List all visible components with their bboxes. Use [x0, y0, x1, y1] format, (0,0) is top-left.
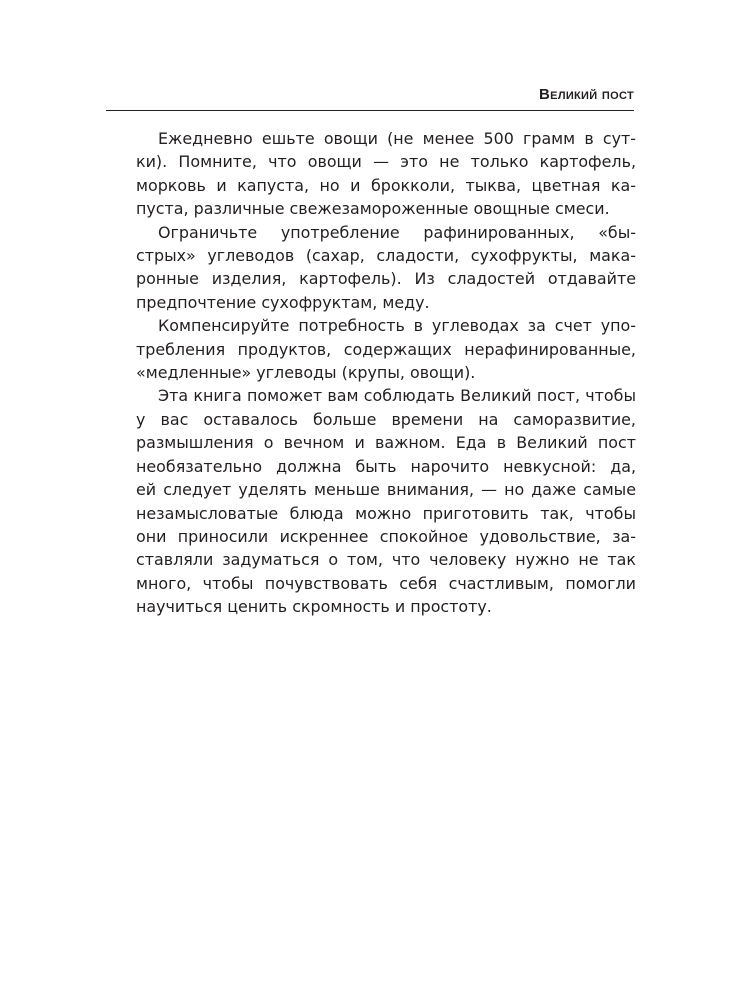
text-line: научиться ценить скромность и простоту. — [136, 597, 492, 617]
text-line: Ограничьте употребление рафинированных, «бы- — [158, 222, 636, 242]
text-line: Эта книга поможет вам соблюдать Великий пост, чтобы — [158, 386, 636, 406]
header-rule — [106, 110, 634, 111]
text-line: «медленные» углеводы (крупы, овощи). — [136, 363, 476, 383]
text-line: много, чтобы почувствовать себя счастливым, помогли — [136, 573, 636, 593]
text-line: необязательно должна быть нарочито невкусной: да, — [136, 456, 636, 476]
text-line: пуста, различные свежезамороженные овощные смеси. — [136, 199, 610, 219]
text-line: ставляли задуматься о том, что человеку нужно не так — [136, 550, 636, 570]
paragraph-slow-carbs — [136, 314, 636, 384]
paragraph-refined-carbs — [136, 221, 636, 315]
paragraph-vegetables — [136, 127, 636, 221]
text-line: незамысловатые блюда можно приготовить так, чтобы — [136, 503, 636, 523]
text-line: морковь и капуста, но и брокколи, тыква, цветная ка- — [136, 175, 636, 195]
body-text — [136, 127, 636, 619]
text-line: размышления о вечном и важном. Еда в Великий пост — [136, 433, 636, 453]
text-line: ей следует уделять меньше внимания, — но даже самые — [136, 480, 636, 500]
paragraph-book-purpose — [136, 384, 636, 618]
text-line: Ежедневно ешьте овощи (не менее 500 грамм в сут- — [158, 129, 636, 148]
text-line: предпочтение сухофруктам, меду. — [136, 292, 430, 312]
text-line: ронные изделия, картофель). Из сладостей отдавайте — [136, 269, 636, 289]
text-line: стрых» углеводов (сахар, сладости, сухофрукты, мака- — [136, 246, 636, 266]
text-line: они приносили искреннее спокойное удовольствие, за- — [136, 526, 636, 546]
text-line: у вас оставалось больше времени на саморазвитие, — [136, 409, 636, 429]
text-line: ки). Помните, что овощи — это не только картофель, — [136, 152, 636, 172]
text-line: Компенсируйте потребность в углеводах за счет упо- — [158, 316, 636, 336]
running-header: Великий пост — [539, 86, 634, 103]
text-line: требления продуктов, содержащих нерафинированные, — [136, 339, 636, 359]
